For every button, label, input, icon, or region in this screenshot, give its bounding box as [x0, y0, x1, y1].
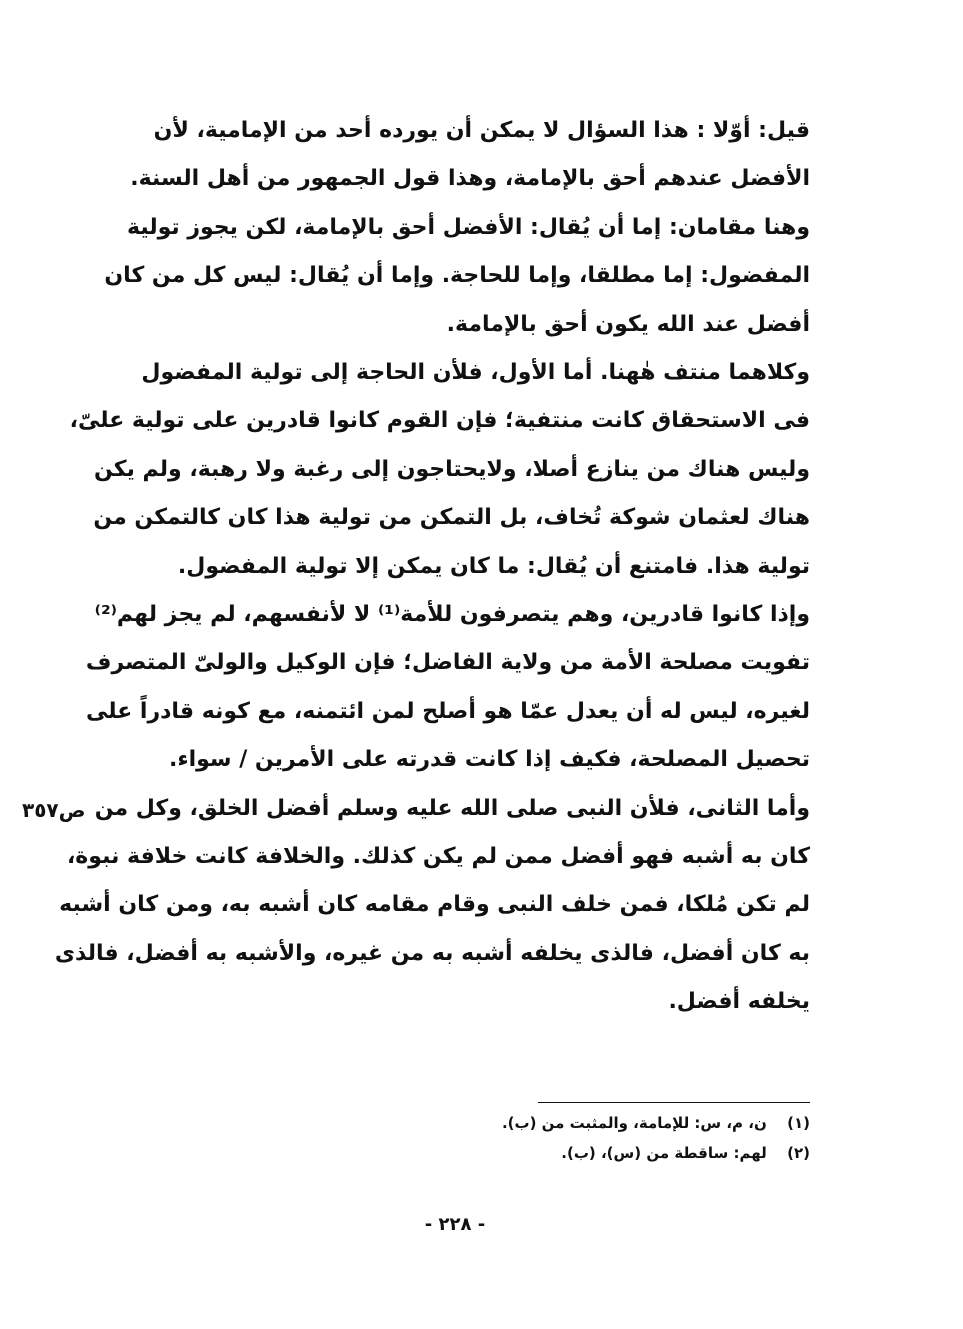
text-line: تولية هذا. فامتنع أن يُقال: ما كان يمكن إلا تولية المفضول. [177, 553, 810, 579]
text-line: أفضل عند الله يكون أحق بالإمامة. [446, 311, 810, 337]
footnote-text: ن، م، س: للإمامة، والمثبت من (ب). [501, 1114, 767, 1132]
text-line: وإذا كانوا قادرين، وهم يتصرفون للأمة⁽¹⁾ لا لأنفسهم، لم يجز لهم⁽²⁾ [94, 602, 810, 627]
text-line: كان به أشبه فهو أفضل ممن لم يكن كذلك. والخلافة كانت خلافة نبوة، [66, 844, 810, 869]
footnote-number: (٢) [787, 1144, 810, 1162]
text-line: الأفضل عندهم أحق بالإمامة، وهذا قول الجمهور من أهل السنة. [130, 166, 810, 192]
text-line: وكلاهما منتف هٰهنا. أما الأول، فلأن الحاجة إلى تولية المفضول [141, 360, 810, 385]
text-line: المفضول: إما مطلقا، وإما للحاجة. وإما أن يُقال: ليس كل من كان [104, 263, 810, 289]
footnote-number: (١) [787, 1114, 810, 1132]
text-line: تحصيل المصلحة، فكيف إذا كانت قدرته على الأمرين / سواء. [168, 747, 810, 773]
text-line: قيل: أوّلا : هذا السؤال لا يمكن أن يورده أحد من الإمامية، لأن [153, 118, 810, 143]
footnote-1 [210, 1110, 810, 1136]
text-line: لغيره، ليس له أن يعدل عمّا هو أصلح لمن ائتمنه، مع كونه قادراً على [85, 698, 810, 724]
footnote-separator [538, 1102, 810, 1103]
text-line: هناك لعثمان شوكة تُخاف، بل التمكن من تولية هذا كان كالتمكن من [93, 505, 810, 531]
footnote-text: لهم: ساقطة من (س)، (ب). [561, 1144, 767, 1162]
text-line: تفويت مصلحة الأمة من ولاية الفاضل؛ فإن الوكيل والولىّ المتصرف [85, 650, 810, 676]
margin-page-reference: ص٣٥٧ [22, 798, 86, 822]
text-line: فى الاستحقاق كانت منتفية؛ فإن القوم كانوا قادرين على تولية علىّ، [69, 408, 810, 434]
text-line: وليس هناك من ينازع أصلا، ولايحتاجون إلى رغبة ولا رهبة، ولم يكن [93, 456, 810, 482]
text-line: وأما الثانى، فلأن النبى صلى الله عليه وسلم أفضل الخلق، وكل من [94, 795, 810, 821]
text-line: لم تكن مُلكا، فمن خلف النبى وقام مقامه كان أشبه به، ومن كان أشبه [59, 892, 810, 918]
footnote-2 [210, 1140, 810, 1166]
page-number: - ٢٢٨ - [424, 1214, 486, 1235]
text-line: به كان أفضل، فالذى يخلفه أشبه به من غيره، والأشبه به أفضل، فالذى [54, 940, 810, 966]
text-line: يخلفه أفضل. [668, 989, 810, 1015]
text-line: وهنا مقامان: إما أن يُقال: الأفضل أحق بالإمامة، لكن يجوز تولية [127, 214, 810, 240]
